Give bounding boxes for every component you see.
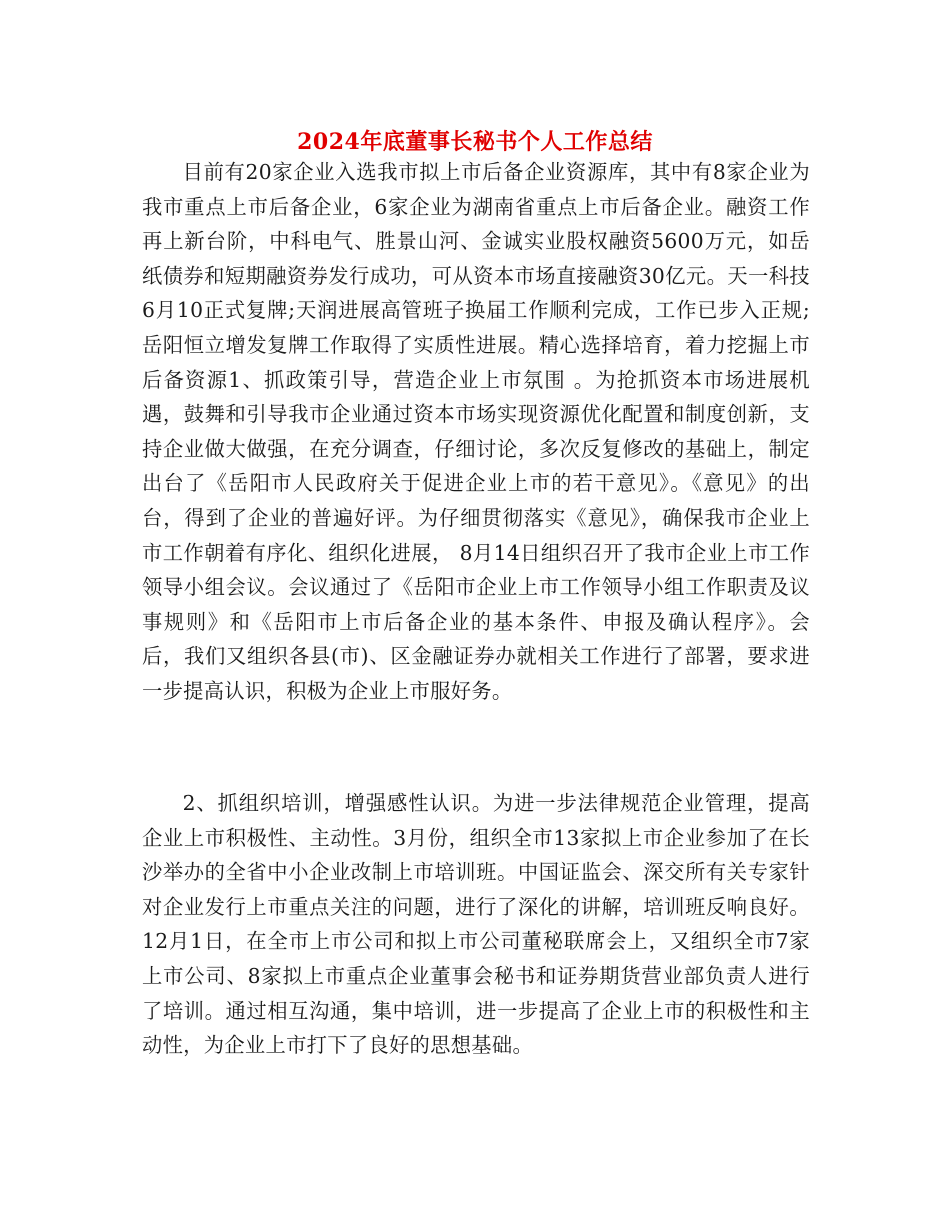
paragraph-2: 2、抓组织培训，增强感性认识。为进一步法律规范企业管理，提高企业上市积极性、主动性。3月份，组织全市13家拟上市企业参加了在长沙举办的全省中小企业改制上市培训班。中国证监会、深交所有关专家针对企业发行上市重点关注的问题，进行了深化的讲解，培训班反响良好。12月1日，在全市上市公司和拟上市公司董秘联席会上，又组织全市7家上市公司、8家拟上市重点企业董事会秘书和证券期货营业部负责人进行了培训。通过相互沟通，集中培训，进一步提高了企业上市的积极性和主动性，为企业上市打下了良好的思想基础。 bbox=[142, 791, 810, 1058]
document-title: 2024年底董事长秘书个人工作总结 bbox=[297, 128, 653, 155]
paragraph-1: 目前有20家企业入选我市拟上市后备企业资源库，其中有8家企业为我市重点上市后备企业，6家企业为湖南省重点上市后备企业。融资工作再上新台阶，中科电气、胜景山河、金诚实业股权融资5600万元，如岳纸债券和短期融资券发行成功，可从资本市场直接融资30亿元。天一科技6月10正式复牌;天润进展高管班子换届工作顺利完成，工作已步入正规;岳阳恒立增发复牌工作取得了实质性进展。精心选择培育，着力挖掘上市后备资源1、抓政策引导，营造企业上市氛围 。为抢抓资本市场进展机遇，鼓舞和引导我市企业通过资本市场实现资源优化配置和制度创新，支持企业做大做强，在充分调查，仔细讨论，多次反复修改的基础上，制定出台了《岳阳市人民政府关于促进企业上市的若干意见》。《意见》的出台，得到了企业的普遍好评。为仔细贯彻落实《意见》，确保我市企业上市工作朝着有序化、组织化进展， 8月14日组织召开了我市企业上市工作领导小组会议。会议通过了《岳阳市企业上市工作领导小组工作职责及议事规则》和《岳阳市上市后备企业的基本条件、申报及确认程序》。会后，我们又组织各县(市)、区金融证券办就相关工作进行了部署，要求进一步提高认识，积极为企业上市服好务。 bbox=[142, 160, 810, 703]
